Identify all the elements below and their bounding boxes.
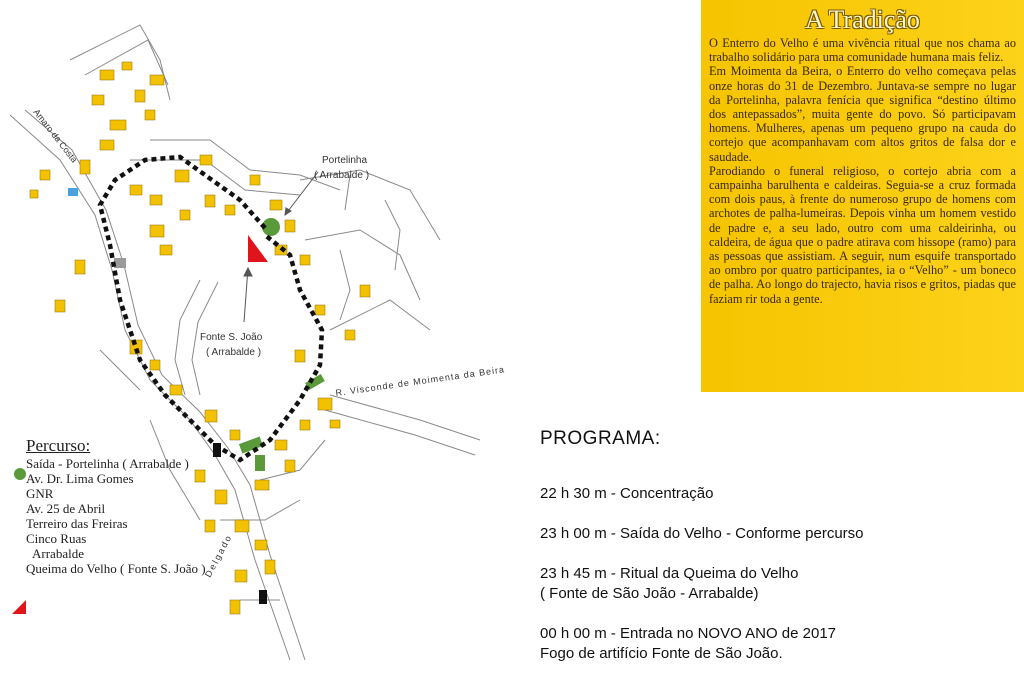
percurso-item: Cinco Ruas [26, 531, 87, 546]
legend-end-triangle [12, 600, 26, 614]
programa-item-line: Fogo de artifício Fonte de São João. [540, 645, 783, 662]
percurso-item: Saída - Portelinha ( Arrabalde ) [26, 456, 189, 471]
street-label-visconde: R. Visconde de Moimenta da Beira [334, 364, 506, 398]
portelinha-label: Portelinha [322, 155, 368, 166]
programa-item-line: ( Fonte de São João - Arrabalde) [540, 585, 759, 602]
programa-item-line: 23 h 45 m - Ritual da Queima do Velho [540, 565, 799, 582]
tradicao-panel [701, 0, 1024, 392]
percurso-item: Arrabalde [32, 546, 84, 561]
programa-item [540, 524, 1010, 544]
tradicao-paragraph: Em Moimenta da Beira, o Enterro do velho começava pelas onze horas do 31 de Dezembro. Juntava-se sempre no lugar da Portelinha, palavra fenícia que significa “destino último dos antepassados”, muita gente do povo. Só participavam homens. Mulheres, apenas um pequeno grupo na cauda do cortejo que acompanhavam com altos gritos de falsa dor e saudade. [709, 64, 1016, 164]
percurso-item: Av. 25 de Abril [26, 501, 106, 516]
percurso-item: Queima do Velho ( Fonte S. João ) [26, 561, 206, 576]
fonte-sublabel: ( Arrabalde ) [206, 347, 262, 358]
programa-item-line: 22 h 30 m - Concentração [540, 485, 714, 502]
percurso-title: Percurso: [26, 436, 91, 455]
programa-item [540, 624, 1010, 664]
street-label-amaro: Amaro da Costa [31, 107, 80, 165]
programa-item-line: 00 h 00 m - Entrada no NOVO ANO de 2017 [540, 625, 837, 642]
percurso-item: GNR [26, 486, 54, 501]
legend-start-dot [14, 468, 26, 480]
percurso-item: Av. Dr. Lima Gomes [26, 471, 134, 486]
programa-section [540, 428, 1010, 684]
percurso-legend [26, 436, 206, 576]
programa-title: PROGRAMA: [540, 428, 661, 449]
programa-item [540, 564, 1010, 604]
programa-item-line: 23 h 00 m - Saída do Velho - Conforme percurso [540, 525, 864, 542]
portelinha-sublabel: ( Arrabalde ) [314, 170, 370, 181]
tradicao-paragraph: Parodiando o funeral religioso, o cortejo abria com a campainha barulhenta e caldeiras. Seguia-se a cruz formada com dois paus, à frente do numeroso grupo de homens com archotes de palha-lumeiras. Depois vinha um homem vestido de padre e, a seu lado, outro com uma caldeirinha, ou caldeira, de água que o padre atirava com hissope (ramo) para as pessoas que assistiam. A seguir, num esquife transportado ao ombro por quatro participantes, ia o “Velho” - um boneco de palha. Ao longo do trajecto, havia risos e gritos, piadas que faziam rir toda a gente. [709, 163, 1016, 306]
percurso-item: Terreiro das Freiras [26, 516, 128, 531]
fonte-marker [248, 235, 268, 262]
street-label-delgado: Delgado [202, 532, 235, 579]
tradicao-paragraph: O Enterro do Velho é uma vivência ritual que nos chama ao trabalho solidário para uma comunidade humana mais feliz. [709, 36, 1016, 65]
fuel-icon [259, 590, 267, 604]
programa-item [540, 484, 1010, 504]
tradicao-title: A Tradição [805, 5, 920, 34]
fonte-label: Fonte S. João [200, 332, 263, 343]
